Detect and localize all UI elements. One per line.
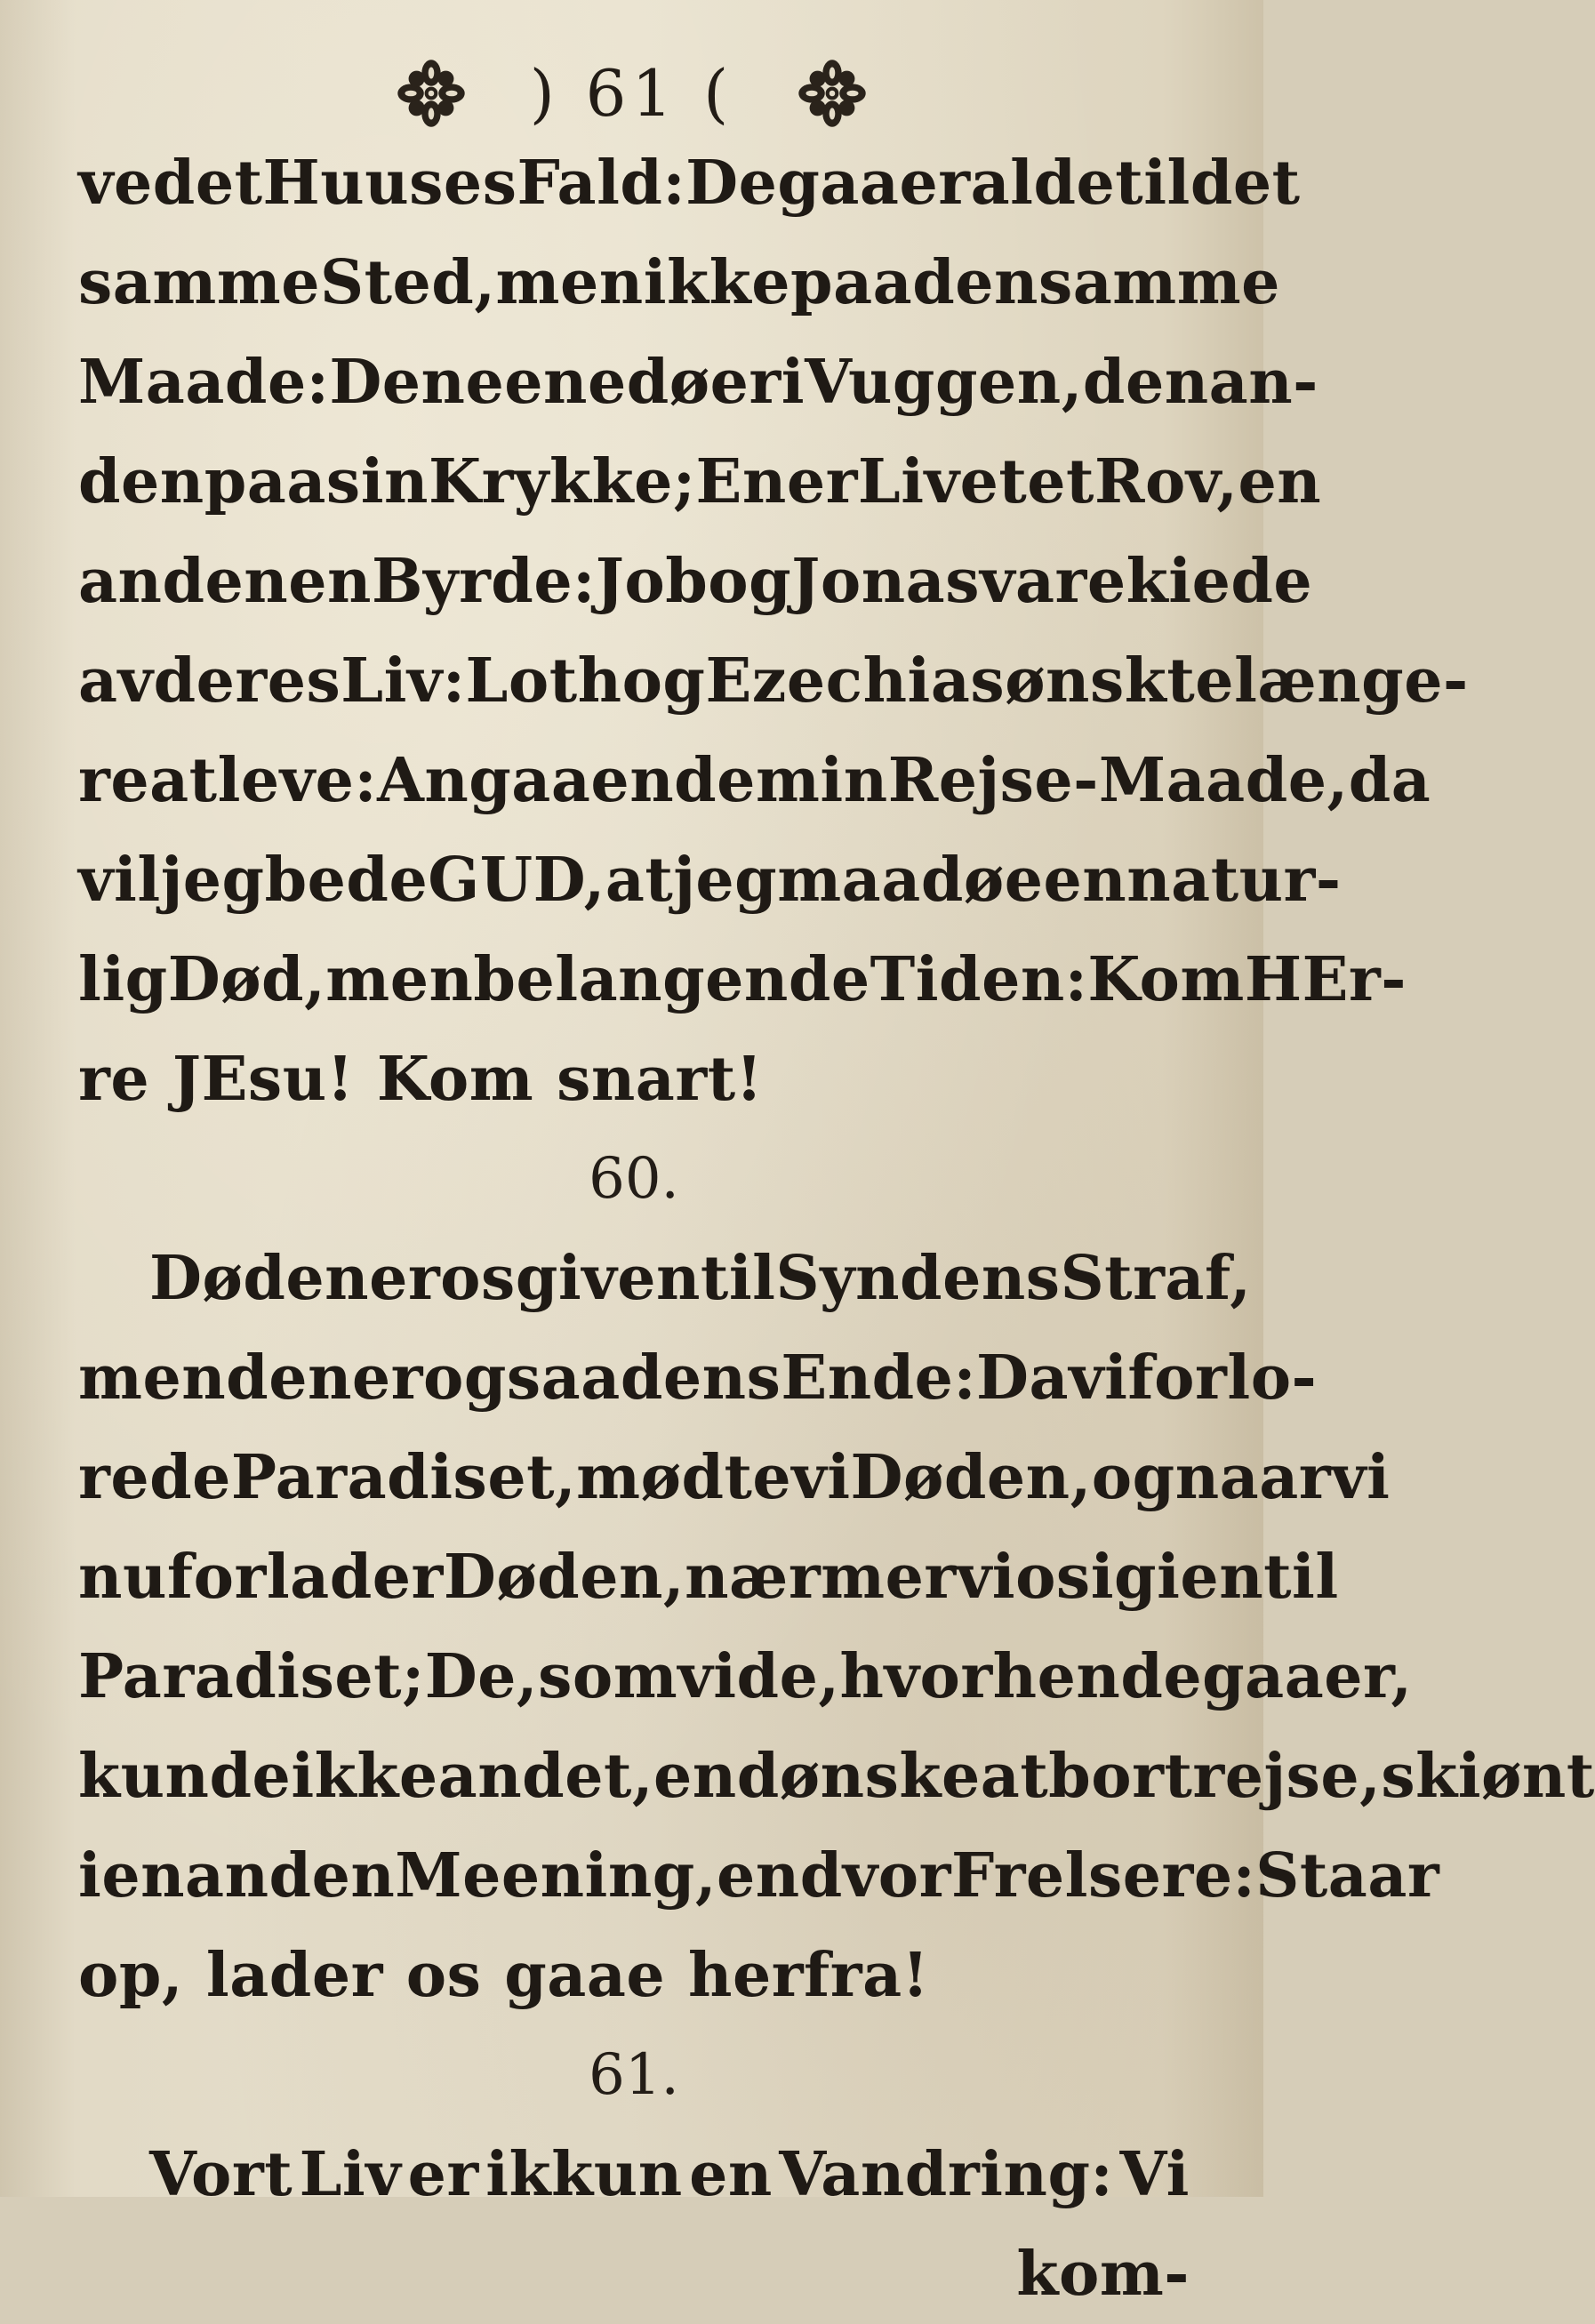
- word: Ezechias: [705, 645, 1006, 717]
- word: Rejse-Maade,: [887, 745, 1349, 816]
- word: ikkun: [485, 2139, 683, 2210]
- word: Død,: [167, 944, 326, 1015]
- catchword: kom-: [1016, 2239, 1190, 2310]
- word: JEsu!: [172, 1044, 354, 1115]
- catchword-line: [78, 2224, 1190, 2324]
- text-line: [78, 1627, 1413, 1727]
- word: snart!: [557, 1044, 763, 1115]
- word: at: [149, 745, 218, 816]
- text-line: [78, 631, 1469, 731]
- word: anden: [185, 1840, 396, 1911]
- word: vi: [1331, 1442, 1391, 1513]
- word: Livet: [857, 446, 1028, 517]
- word: bede: [264, 845, 429, 916]
- word: det: [1190, 148, 1301, 219]
- word: og: [708, 546, 792, 617]
- text-line: [78, 1428, 1391, 1527]
- word: belangende: [473, 944, 870, 1015]
- word: ogsaa: [423, 1342, 621, 1414]
- word: Da: [976, 1342, 1070, 1414]
- word: Straf,: [1060, 1243, 1252, 1314]
- word: ved: [78, 148, 196, 219]
- word: ønskte: [1005, 645, 1235, 717]
- page-number: ) 61 (: [529, 56, 734, 131]
- paragraph-59-continuation: [78, 133, 1469, 1129]
- word: gaaer: [777, 148, 971, 219]
- word: skiønt: [1381, 1741, 1595, 1812]
- word: ønske: [779, 1741, 981, 1812]
- text-line: [78, 731, 1431, 830]
- word: jeg: [160, 845, 265, 916]
- word: til: [700, 1243, 776, 1314]
- word: en: [1043, 845, 1127, 916]
- word: nu: [78, 1542, 167, 1613]
- word: er: [407, 2139, 479, 2210]
- word: Vi: [1119, 2139, 1190, 2210]
- word: andet,: [437, 1741, 654, 1812]
- word: Paradiset,: [230, 1442, 577, 1513]
- word: vor: [842, 1840, 951, 1911]
- word: døer: [626, 347, 781, 418]
- word: vil: [78, 845, 161, 916]
- word: Fald:: [517, 148, 686, 219]
- word: Tiden:: [870, 944, 1088, 1015]
- word: op,: [78, 1940, 184, 2011]
- word: og: [621, 645, 706, 717]
- word: Ende:: [781, 1342, 977, 1414]
- word: kunde: [78, 1741, 292, 1812]
- word: døe: [920, 845, 1044, 916]
- word: mødte: [576, 1442, 792, 1513]
- word: i: [781, 347, 806, 418]
- word: vi: [1069, 1342, 1128, 1414]
- word: gaae: [504, 1940, 666, 2011]
- word: Vort: [149, 2139, 293, 2210]
- word: os: [1015, 1542, 1091, 1613]
- word: naar: [1174, 1442, 1332, 1513]
- word: Huuses: [262, 148, 517, 219]
- word: Vuggen,: [805, 347, 1083, 418]
- text-line: [78, 930, 1407, 1030]
- text-line: [78, 2125, 1190, 2224]
- word: til: [1115, 148, 1190, 219]
- word: den: [912, 247, 1038, 318]
- text-line: [78, 1328, 1318, 1428]
- word: Angaaende: [377, 745, 756, 816]
- paragraph-60: [78, 1229, 1595, 2025]
- text-line: [78, 532, 1313, 631]
- word: igien: [1090, 1542, 1264, 1613]
- word: paa: [790, 247, 913, 318]
- word: et: [1027, 446, 1094, 517]
- word: hvorhen: [839, 1641, 1121, 1712]
- word: alde: [970, 148, 1116, 219]
- body-text: [78, 133, 1595, 2324]
- word: En: [695, 446, 787, 517]
- word: samme: [1038, 247, 1280, 318]
- text-line: [78, 133, 1301, 233]
- word: kiede: [1126, 546, 1313, 617]
- word: Vandring:: [779, 2139, 1114, 2210]
- word: Døden,: [850, 1442, 1092, 1513]
- word: er: [786, 446, 858, 517]
- word: forlader: [166, 1542, 444, 1613]
- word: re: [78, 745, 150, 816]
- word: re: [78, 1044, 150, 1115]
- word: rede: [78, 1442, 231, 1513]
- word: Sted,: [320, 247, 496, 318]
- word: Meening,: [395, 1840, 717, 1911]
- text-line: [78, 830, 1342, 930]
- word: Rov,: [1094, 446, 1238, 517]
- word: end: [653, 1741, 780, 1812]
- word: da: [1348, 745, 1431, 816]
- word: forlo-: [1127, 1342, 1318, 1414]
- word: Døden: [149, 1243, 370, 1314]
- word: samme: [78, 247, 321, 318]
- word: Paradiset;: [78, 1641, 425, 1712]
- word: en: [288, 546, 372, 617]
- word: sin: [325, 446, 429, 517]
- word: vi: [791, 1442, 851, 1513]
- word: Kom: [1087, 944, 1245, 1015]
- word: men: [325, 944, 474, 1015]
- word: deres: [153, 645, 341, 717]
- word: et: [195, 148, 263, 219]
- word: men: [78, 1342, 227, 1414]
- word: vide,: [677, 1641, 840, 1712]
- word: anden: [78, 546, 289, 617]
- text-line: [78, 233, 1280, 333]
- word: ikke: [291, 1741, 438, 1812]
- page-header: [0, 44, 1263, 142]
- word: er: [351, 1342, 423, 1414]
- section-number-60: 60.: [589, 1146, 679, 1212]
- word: Døden,: [443, 1542, 685, 1613]
- word: os: [440, 1243, 516, 1314]
- word: maa: [777, 845, 921, 916]
- word: natur-: [1126, 845, 1342, 916]
- text-line: [78, 1229, 1252, 1328]
- text-line: [78, 1926, 1190, 2025]
- word: længe-: [1234, 645, 1469, 717]
- word: en: [1238, 446, 1322, 517]
- word: den: [226, 1342, 352, 1414]
- word: Kom: [376, 1044, 534, 1115]
- word: an-: [1208, 347, 1318, 418]
- word: en: [689, 2139, 773, 2210]
- word: Syndens: [775, 1243, 1061, 1314]
- flower-ornament-icon: [796, 57, 869, 130]
- section-number-61: 61.: [589, 2042, 679, 2108]
- text-line: [78, 1030, 1190, 1129]
- word: den: [78, 446, 204, 517]
- word: men: [495, 247, 644, 318]
- word: GUD,: [428, 845, 605, 916]
- word: Den: [329, 347, 466, 418]
- word: Frelsere:: [950, 1840, 1256, 1911]
- word: og: [1091, 1442, 1175, 1513]
- word: vi: [956, 1542, 1016, 1613]
- paragraph-61: [78, 2125, 1190, 2224]
- word: Liv: [299, 2139, 402, 2210]
- word: til: [1263, 1542, 1339, 1613]
- word: De: [685, 148, 778, 219]
- word: leve:: [217, 745, 378, 816]
- word: herfra!: [688, 1940, 930, 2011]
- word: Loth: [465, 645, 622, 717]
- word: eene: [465, 347, 627, 418]
- word: Krykke;: [428, 446, 696, 517]
- word: gaaer,: [1202, 1641, 1413, 1712]
- word: Byrde:: [371, 546, 596, 617]
- word: ikke: [643, 247, 791, 318]
- word: min: [755, 745, 888, 816]
- text-line: [78, 333, 1318, 432]
- word: jeg: [673, 845, 778, 916]
- word: Liv:: [341, 645, 466, 717]
- word: Staar: [1255, 1840, 1440, 1911]
- word: dens: [620, 1342, 781, 1414]
- word: som: [538, 1641, 678, 1712]
- word: de: [1120, 1641, 1203, 1712]
- word: Maade:: [78, 347, 330, 418]
- word: end: [717, 1840, 843, 1911]
- word: De,: [424, 1641, 539, 1712]
- word: paa: [204, 446, 326, 517]
- word: given: [515, 1243, 701, 1314]
- word: en: [101, 1840, 186, 1911]
- word: at: [605, 845, 674, 916]
- word: nærmer: [685, 1542, 957, 1613]
- word: den: [1082, 347, 1209, 418]
- text-line: [78, 1826, 1440, 1926]
- word: vare: [979, 546, 1126, 617]
- text-line: [78, 432, 1322, 532]
- word: at: [980, 1741, 1049, 1812]
- word: Job: [595, 546, 709, 617]
- word: er: [369, 1243, 441, 1314]
- word: Jonas: [791, 546, 980, 617]
- flower-ornament-icon: [395, 57, 468, 130]
- word: HEr-: [1244, 944, 1407, 1015]
- word: lig: [78, 944, 168, 1015]
- text-line: [78, 1727, 1595, 1826]
- text-line: [78, 1527, 1339, 1627]
- word: os: [405, 1940, 482, 2011]
- word: av: [78, 645, 154, 717]
- word: lader: [205, 1940, 383, 2011]
- word: i: [78, 1840, 102, 1911]
- word: bortrejse,: [1048, 1741, 1382, 1812]
